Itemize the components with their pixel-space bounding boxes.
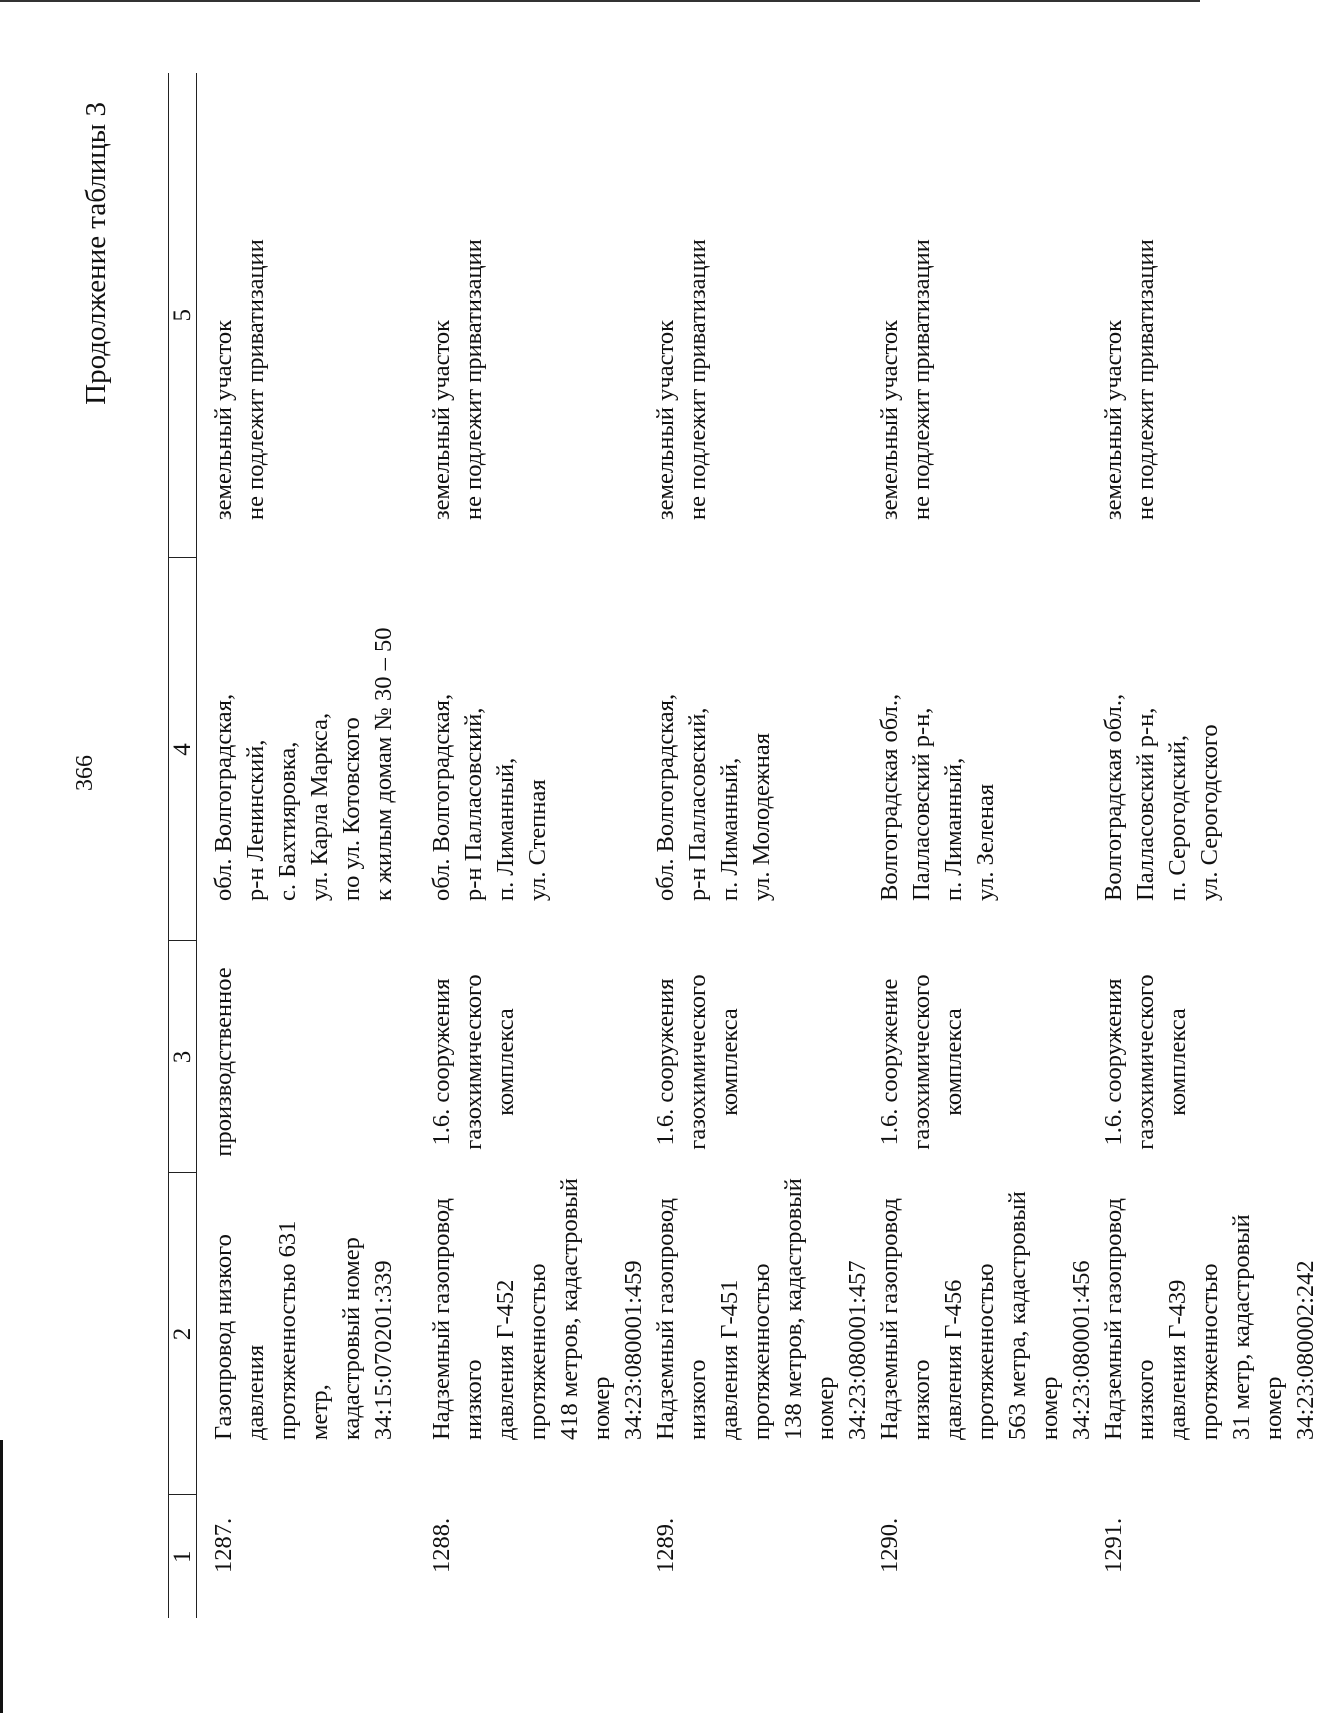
column-number-3: 3 bbox=[169, 941, 197, 1173]
object-note: земельный участок не подлежит приватизации bbox=[1100, 239, 1159, 520]
column-number-5: 5 bbox=[169, 73, 197, 558]
table-row bbox=[1098, 73, 1322, 1618]
object-purpose: производственное bbox=[210, 967, 237, 1157]
table-row bbox=[650, 73, 874, 1618]
object-address: обл. Волгоградская, р-н Палласовский, п. Лиманный, ул. Степная bbox=[428, 693, 551, 901]
object-note: земельный участок не подлежит приватизации bbox=[876, 239, 935, 520]
column-number-2: 2 bbox=[169, 1173, 197, 1495]
object-address: обл. Волгоградская, р-н Палласовский, п. Лиманный, ул. Молодежная bbox=[652, 693, 775, 901]
table-row bbox=[874, 73, 1098, 1618]
register-table bbox=[168, 73, 1322, 1618]
object-name: Надземный газопровод низкого давления Г-452 протяженностью 418 метров, кадастровый номер 34:23:080001:459 bbox=[428, 1178, 647, 1440]
row-number: 1290. bbox=[876, 1517, 903, 1573]
continuation-title: Продолжение таблицы 3 bbox=[80, 102, 112, 405]
object-note: земельный участок не подлежит приватизации bbox=[210, 239, 269, 520]
object-address: Волгоградская обл., Палласовский р-н, п. Лиманный, ул. Зеленая bbox=[876, 693, 999, 901]
row-number: 1291. bbox=[1100, 1517, 1127, 1573]
object-name: Надземный газопровод низкого давления Г-456 протяженностью 563 метра, кадастровый номер 34:23:080001:456 bbox=[876, 1191, 1095, 1440]
object-purpose: 1.6. сооружения газохимического комплекса bbox=[652, 974, 743, 1150]
object-name: Надземный газопровод низкого давления Г-451 протяженностью 138 метров, кадастровый номер 34:23:080001:457 bbox=[652, 1178, 871, 1440]
table-row bbox=[197, 73, 427, 1618]
object-purpose: 1.6. сооружения газохимического комплекса bbox=[1100, 974, 1191, 1150]
object-note: земельный участок не подлежит приватизации bbox=[652, 239, 711, 520]
table-row bbox=[426, 73, 650, 1618]
row-number: 1287. bbox=[210, 1517, 237, 1573]
page-number: 366 bbox=[72, 755, 98, 791]
column-number-row bbox=[169, 73, 197, 1618]
object-note: земельный участок не подлежит приватизации bbox=[428, 239, 487, 520]
column-number-4: 4 bbox=[169, 558, 197, 941]
object-purpose: 1.6. сооружение газохимического комплекса bbox=[876, 974, 967, 1150]
column-number-1: 1 bbox=[169, 1495, 197, 1618]
object-purpose: 1.6. сооружения газохимического комплекса bbox=[428, 974, 519, 1150]
object-name: Газопровод низкого давления протяженностью 631 метр, кадастровый номер 34:15:070201:339 bbox=[210, 1220, 397, 1440]
object-name: Надземный газопровод низкого давления Г-439 протяженностью 31 метр, кадастровый номер 34:23:080002:242 bbox=[1100, 1198, 1319, 1440]
object-address: обл. Волгоградская, р-н Ленинский, с. Бахтияровка, ул. Карла Маркса, по ул. Котовского к жилым домам № 30 – 50 bbox=[210, 627, 397, 901]
row-number: 1289. bbox=[652, 1517, 679, 1573]
object-address: Волгоградская обл., Палласовский р-н, п. Серогодский, ул. Серогодского bbox=[1100, 693, 1223, 901]
row-number: 1288. bbox=[428, 1517, 455, 1573]
